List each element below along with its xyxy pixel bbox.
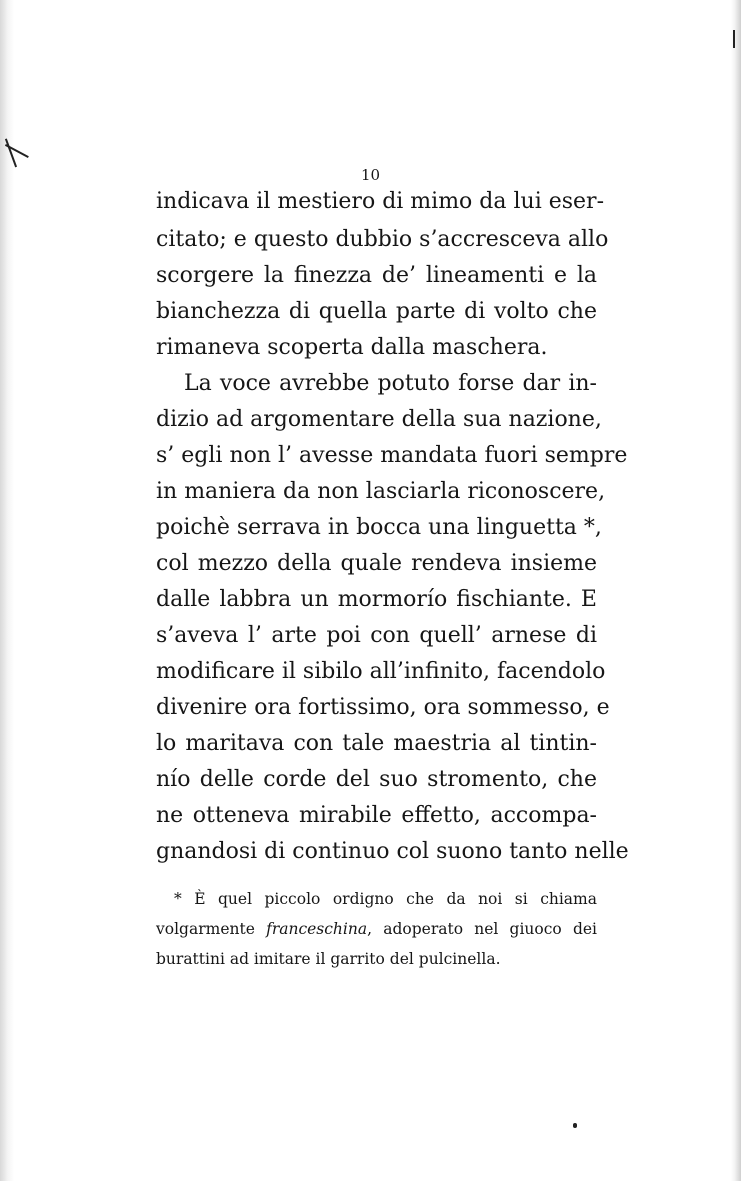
page-number: 10 — [360, 166, 381, 184]
footnote-line: burattini ad imitare il garrito del pulcinella. — [156, 950, 501, 968]
scan-mark — [733, 30, 735, 48]
body-text-line: La voce avrebbe potuto forse dar in- — [184, 371, 597, 396]
body-text-line: indicava il mestiero di mimo da lui eser- — [156, 189, 605, 214]
body-text-line: bianchezza di quella parte di volto che — [156, 299, 597, 324]
footnote-italic-term: franceschina — [266, 920, 368, 938]
footnote-line — [156, 918, 597, 940]
body-text-line: s’aveva l’ arte poi con quell’ arnese di — [156, 623, 597, 648]
body-text-line: nío delle corde del suo stromento, che — [156, 767, 597, 792]
body-text-line: col mezzo della quale rendeva insieme — [156, 551, 597, 576]
body-text-line: lo maritava con tale maestria al tintin- — [156, 731, 597, 756]
footnote-line: * È quel piccolo ordigno che da noi si chiama — [174, 890, 597, 908]
body-text-line: dizio ad argomentare della sua nazione, — [156, 407, 602, 432]
body-text-line: dalle labbra un mormorío fischiante. E — [156, 587, 597, 612]
body-text-line: ne otteneva mirabile effetto, accompa- — [156, 803, 597, 828]
body-text-line: scorgere la finezza de’ lineamenti e la — [156, 263, 597, 288]
body-text-line: poichè serrava in bocca una linguetta *, — [156, 515, 602, 540]
body-text-line: modificare il sibilo all’infinito, facendolo — [156, 659, 606, 684]
scan-mark — [573, 1123, 577, 1128]
body-text-line: rimaneva scoperta dalla maschera. — [156, 335, 548, 360]
footnote-text: , adoperato nel giuoco dei — [367, 920, 597, 938]
body-text-line: s’ egli non l’ avesse mandata fuori sempre — [156, 443, 628, 468]
body-text-line: in maniera da non lasciarla riconoscere, — [156, 479, 606, 504]
footnote-text: volgarmente — [156, 920, 267, 938]
body-text-line: citato; e questo dubbio s’accresceva allo — [156, 227, 609, 252]
body-text-line: divenire ora fortissimo, ora sommesso, e — [156, 695, 610, 720]
body-text-line: gnandosi di continuo col suono tanto nelle — [156, 839, 629, 864]
